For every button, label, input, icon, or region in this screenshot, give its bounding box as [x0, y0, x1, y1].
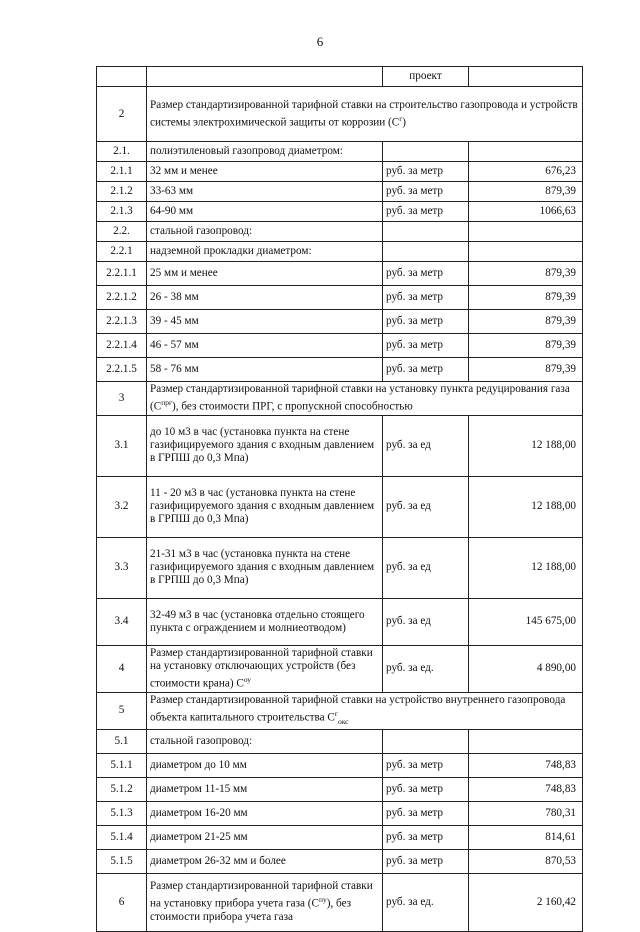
row-title-text: Размер стандартизированной тарифной ставки на строительство газопровода и устройств системы электрохимической защиты от коррозии (С: [150, 98, 578, 129]
row-title: [147, 182, 383, 202]
row-title: [147, 692, 583, 729]
tariff-table: [96, 66, 583, 932]
table-row: [97, 753, 583, 777]
table-row: [97, 729, 583, 753]
superscript: прг: [161, 398, 173, 407]
table-row: [97, 692, 583, 729]
row-unit: руб. за метр: [383, 825, 469, 849]
row-title-end: ), без стоимости ПРГ, с пропускной способностью: [172, 400, 413, 413]
table-row: [97, 873, 583, 931]
row-number: 6: [97, 873, 147, 931]
row-title-text: 32-49 м3 в час (установка отдельно стоящего пункта с ограждением и молниеотводом): [150, 608, 365, 634]
table-row: [97, 645, 583, 692]
row-title-text: диаметром до 10 мм: [150, 758, 247, 771]
superscript: г: [399, 113, 403, 123]
row-title: [147, 286, 383, 310]
row-unit: руб. за метр: [383, 262, 469, 286]
row-title-text: диаметром 21-25 мм: [150, 830, 248, 843]
row-title: [147, 262, 383, 286]
row-value: 145 675,00: [469, 598, 583, 645]
row-unit: [383, 222, 469, 242]
row-unit: руб. за метр: [383, 801, 469, 825]
row-unit: руб. за метр: [383, 202, 469, 222]
row-title: [147, 753, 383, 777]
row-number: 5.1.4: [97, 825, 147, 849]
table-row: [97, 777, 583, 801]
row-title-text: 11 - 20 м3 в час (установка пункта на стене газифицируемого здания с входным давлением в ГРПШ до 0,3 Мпа): [150, 487, 375, 526]
table-row: [97, 334, 583, 358]
row-title-text: диаметром 11-15 мм: [150, 782, 248, 795]
row-number: 2.2.1.2: [97, 286, 147, 310]
table-row: [97, 182, 583, 202]
table-row: [97, 476, 583, 537]
row-title-text: Размер стандартизированной тарифной ставки на установку отключающих устройств (без стоимости крана) С: [150, 646, 373, 690]
row-number: 5.1.1: [97, 753, 147, 777]
row-title-text: 64-90 мм: [150, 205, 194, 217]
row-number: 2.2.: [97, 222, 147, 242]
row-value: [469, 222, 583, 242]
row-unit: руб. за ед.: [383, 873, 469, 931]
row-number: 2.1.: [97, 142, 147, 162]
table-row: [97, 202, 583, 222]
row-value: 879,39: [469, 334, 583, 358]
row-value: 748,83: [469, 777, 583, 801]
row-unit: руб. за ед.: [383, 645, 469, 692]
row-unit: руб. за метр: [383, 777, 469, 801]
row-value: 879,39: [469, 262, 583, 286]
page-number: 6: [316, 34, 324, 49]
row-title-text: до 10 м3 в час (установка пункта на стене газифицируемого здания с входным давлением в ГРПШ до 0,3 Мпа): [150, 426, 375, 465]
row-title: [147, 310, 383, 334]
row-title: [147, 415, 383, 476]
row-number: 5.1.5: [97, 849, 147, 873]
row-title: [147, 825, 383, 849]
row-title: [147, 202, 383, 222]
row-number: 2.1.2: [97, 182, 147, 202]
row-value: 780,31: [469, 801, 583, 825]
row-title-text: 25 мм и менее: [150, 267, 218, 279]
row-number: 5: [97, 692, 147, 729]
row-unit: руб. за метр: [383, 162, 469, 182]
table-row: [97, 801, 583, 825]
row-title-text: 26 - 38 мм: [150, 291, 199, 303]
table-row: [97, 222, 583, 242]
row-title: [147, 382, 583, 416]
row-value: 879,39: [469, 286, 583, 310]
row-unit: руб. за метр: [383, 286, 469, 310]
row-number: 2.2.1: [97, 242, 147, 262]
row-value: 1066,63: [469, 202, 583, 222]
row-title-text: диаметром 16-20 мм: [150, 806, 248, 819]
subscript: окс: [337, 716, 349, 726]
table-row: [97, 87, 583, 142]
table-row: [97, 415, 583, 476]
header-cell-num: [97, 67, 147, 87]
header-cell-title: [147, 67, 383, 87]
row-unit: руб. за метр: [383, 334, 469, 358]
table-row: [97, 382, 583, 416]
header-row: [97, 67, 583, 87]
row-title: [147, 142, 383, 162]
superscript: пу: [318, 895, 327, 905]
row-value: 676,23: [469, 162, 583, 182]
table-row: [97, 242, 583, 262]
row-unit: руб. за метр: [383, 753, 469, 777]
row-value: 879,39: [469, 358, 583, 382]
row-unit: руб. за ед: [383, 598, 469, 645]
row-value: 4 890,00: [469, 645, 583, 692]
table-row: [97, 286, 583, 310]
row-title-text: полиэтиленовый газопровод диаметром:: [150, 145, 343, 157]
row-number: 3: [97, 382, 147, 416]
table-row: [97, 358, 583, 382]
row-unit: руб. за метр: [383, 182, 469, 202]
row-value: 12 188,00: [469, 476, 583, 537]
table-row: [97, 849, 583, 873]
row-number: 2.2.1.5: [97, 358, 147, 382]
row-title: [147, 777, 383, 801]
row-value: 814,61: [469, 825, 583, 849]
row-title-text: надземной прокладки диаметром:: [150, 245, 312, 257]
row-title-text: 32 мм и менее: [150, 165, 218, 177]
row-title: [147, 87, 583, 142]
row-number: 3.4: [97, 598, 147, 645]
row-title: [147, 849, 383, 873]
table-row: [97, 825, 583, 849]
superscript: г: [334, 708, 338, 718]
row-title-text: диаметром 26-32 мм и более: [150, 854, 286, 867]
superscript: оу: [243, 674, 252, 684]
row-unit: [383, 142, 469, 162]
row-unit: руб. за метр: [383, 310, 469, 334]
table-row: [97, 162, 583, 182]
row-number: 2: [97, 87, 147, 142]
row-number: 2.2.1.1: [97, 262, 147, 286]
row-number: 5.1.2: [97, 777, 147, 801]
row-value: 870,53: [469, 849, 583, 873]
row-value: 879,39: [469, 182, 583, 202]
row-title-end: ), без стоимости прибора учета газа: [150, 898, 352, 924]
row-unit: [383, 729, 469, 753]
row-title-text: 33-63 мм: [150, 185, 194, 197]
row-title: [147, 801, 383, 825]
row-unit: руб. за ед: [383, 537, 469, 598]
row-title-text: стальной газопровод:: [150, 734, 253, 747]
row-title: [147, 476, 383, 537]
row-title: [147, 242, 383, 262]
row-number: 5.1: [97, 729, 147, 753]
row-title: [147, 645, 383, 692]
row-title-text: 58 - 76 мм: [150, 363, 199, 375]
row-value: 12 188,00: [469, 415, 583, 476]
row-number: 2.2.1.3: [97, 310, 147, 334]
row-value: 2 160,42: [469, 873, 583, 931]
row-title: [147, 222, 383, 242]
row-number: 3.2: [97, 476, 147, 537]
row-number: 4: [97, 645, 147, 692]
row-title-text: Размер стандартизированной тарифной ставки на установку пункта редуцирования газа (С: [150, 383, 570, 413]
row-unit: руб. за ед: [383, 415, 469, 476]
row-title-end: ): [402, 116, 407, 129]
row-title-text: Размер стандартизированной тарифной ставки на устройство внутреннего газопровода объекта капитального строительства С: [150, 693, 566, 724]
row-title-text: 21-31 м3 в час (установка пункта на стене газифицируемого здания с входным давлением в ГРПШ до 0,3 Мпа): [150, 548, 375, 587]
row-title: [147, 729, 383, 753]
row-title-text: 39 - 45 мм: [150, 315, 199, 327]
row-value: 748,83: [469, 753, 583, 777]
row-title-text: 46 - 57 мм: [150, 339, 199, 351]
table-row: [97, 142, 583, 162]
header-cell-value: [469, 67, 583, 87]
row-title: [147, 334, 383, 358]
table-row: [97, 262, 583, 286]
status-label: проект: [383, 67, 469, 87]
row-title: [147, 162, 383, 182]
row-number: 5.1.3: [97, 801, 147, 825]
row-unit: руб. за метр: [383, 849, 469, 873]
table-row: [97, 537, 583, 598]
row-title-text: стальной газопровод:: [150, 225, 253, 237]
row-value: [469, 242, 583, 262]
row-title: [147, 598, 383, 645]
row-value: 12 188,00: [469, 537, 583, 598]
row-unit: руб. за метр: [383, 358, 469, 382]
row-value: [469, 729, 583, 753]
row-title-text: Размер стандартизированной тарифной ставки на установку прибора учета газа (С: [150, 880, 373, 911]
table-row: [97, 598, 583, 645]
row-unit: [383, 242, 469, 262]
row-number: 3.1: [97, 415, 147, 476]
row-title: [147, 358, 383, 382]
table-row: [97, 310, 583, 334]
row-title: [147, 873, 383, 931]
row-number: 2.2.1.4: [97, 334, 147, 358]
row-value: [469, 142, 583, 162]
row-value: 879,39: [469, 310, 583, 334]
row-unit: руб. за ед: [383, 476, 469, 537]
row-number: 2.1.1: [97, 162, 147, 182]
row-number: 2.1.3: [97, 202, 147, 222]
row-title: [147, 537, 383, 598]
row-number: 3.3: [97, 537, 147, 598]
